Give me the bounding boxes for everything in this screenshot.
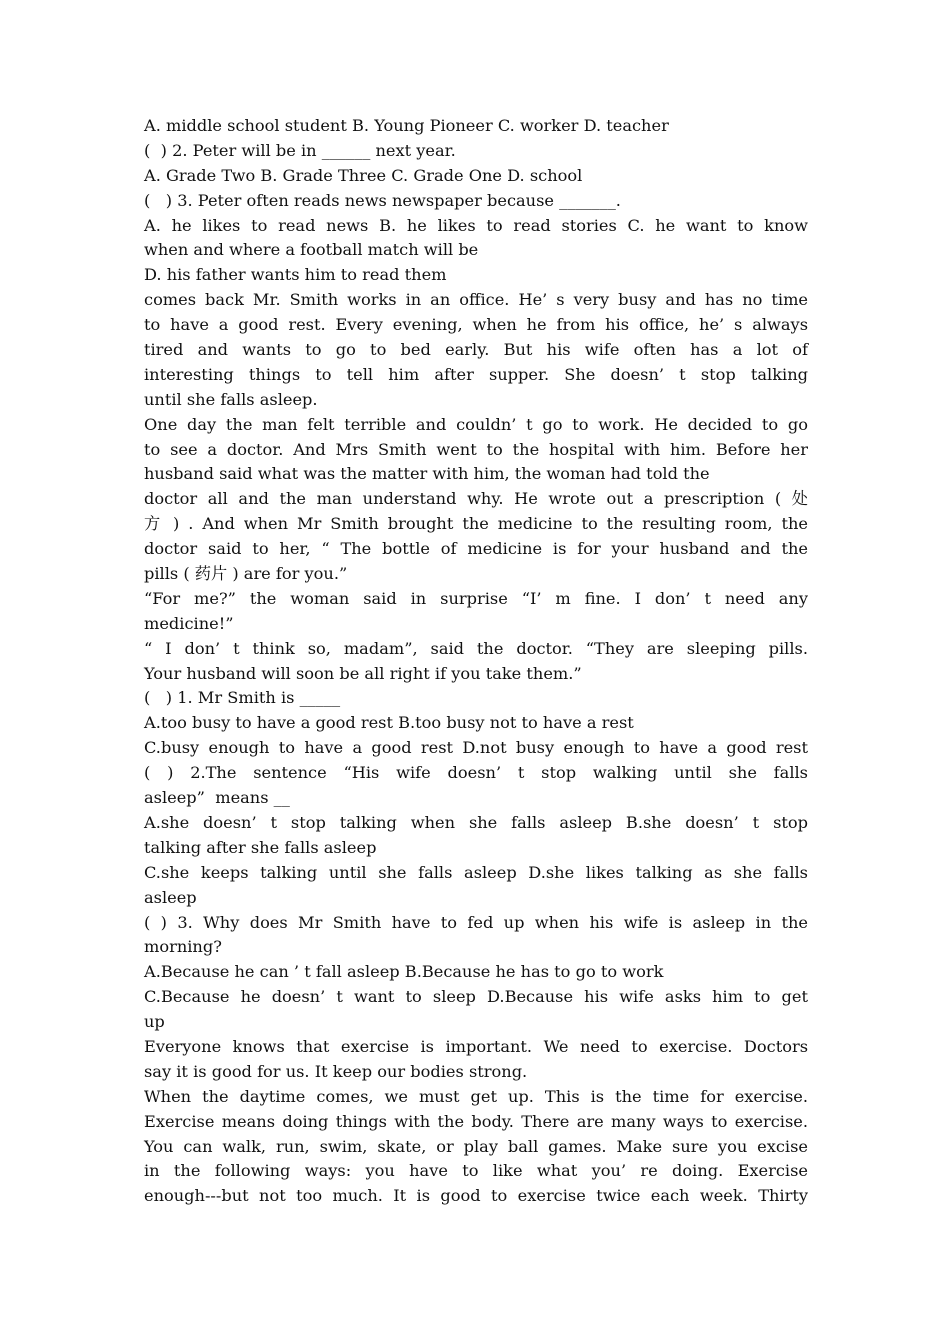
text-line: in the following ways: you have to like what you’ re doing. Exercise bbox=[144, 1161, 808, 1181]
text-line: ( ) 2. Peter will be in ______ next year. bbox=[144, 140, 456, 160]
text-line: pills ( 药片 ) are for you.” bbox=[144, 564, 348, 584]
text-line: enough---but not too much. It is good to exercise twice each week. Thirty bbox=[144, 1186, 808, 1206]
text-line: interesting things to tell him after supper. She doesn’ t stop talking bbox=[144, 364, 808, 384]
text-line: asleep” means __ bbox=[144, 788, 290, 808]
text-line: C.Because he doesn’ t want to sleep D.Because his wife asks him to get bbox=[144, 987, 808, 1007]
text-line: A. he likes to read news B. he likes to read stories C. he want to know bbox=[144, 215, 808, 235]
text-line: C.she keeps talking until she falls asleep D.she likes talking as she falls bbox=[144, 862, 808, 882]
text-line: to see a doctor. And Mrs Smith went to the hospital with him. Before her bbox=[144, 439, 808, 459]
text-line: medicine!” bbox=[144, 613, 234, 633]
text-line: Everyone knows that exercise is important. We need to exercise. Doctors bbox=[144, 1036, 808, 1056]
text-line: morning? bbox=[144, 937, 222, 957]
text-line: 方 ) . And when Mr Smith brought the medicine to the resulting room, the bbox=[144, 514, 808, 534]
text-line: doctor said to her, “ The bottle of medicine is for your husband and the bbox=[144, 539, 808, 559]
text-line: until she falls asleep. bbox=[144, 389, 318, 409]
text-line: asleep bbox=[144, 887, 197, 907]
text-line: ( ) 2.The sentence “His wife doesn’ t stop walking until she falls bbox=[144, 763, 808, 783]
text-line: comes back Mr. Smith works in an office. He’ s very busy and has no time bbox=[144, 290, 808, 310]
text-line: One day the man felt terrible and couldn’ t go to work. He decided to go bbox=[144, 414, 808, 434]
text-line: to have a good rest. Every evening, when he from his office, he’ s always bbox=[144, 315, 808, 335]
text-line: A. middle school student B. Young Pioneer C. worker D. teacher bbox=[144, 116, 669, 135]
text-line: ( ) 3. Peter often reads news newspaper because _______. bbox=[144, 190, 621, 210]
text-line: “ I don’ t think so, madam”, said the doctor. “They are sleeping pills. bbox=[144, 638, 808, 658]
document-page bbox=[144, 114, 808, 1209]
text-line: when and where a football match will be bbox=[144, 240, 479, 260]
text-line: say it is good for us. It keep our bodies strong. bbox=[144, 1061, 528, 1081]
text-line: talking after she falls asleep bbox=[144, 837, 377, 857]
text-line: Exercise means doing things with the body. There are many ways to exercise. bbox=[144, 1111, 808, 1131]
text-line: C.busy enough to have a good rest D.not busy enough to have a good rest bbox=[144, 738, 808, 758]
text-line: When the daytime comes, we must get up. This is the time for exercise. bbox=[144, 1086, 808, 1106]
text-line: up bbox=[144, 1012, 165, 1032]
text-line: A.too busy to have a good rest B.too busy not to have a rest bbox=[144, 713, 634, 733]
text-line: D. his father wants him to read them bbox=[144, 265, 447, 285]
text-line: A.she doesn’ t stop talking when she falls asleep B.she doesn’ t stop bbox=[144, 812, 808, 832]
text-line: ( ) 1. Mr Smith is _____ bbox=[144, 688, 341, 708]
text-line: tired and wants to go to bed early. But his wife often has a lot of bbox=[144, 340, 808, 360]
text-line: A.Because he can ’ t fall asleep B.Because he has to go to work bbox=[144, 962, 664, 982]
text-line: You can walk, run, swim, skate, or play ball games. Make sure you excise bbox=[144, 1136, 808, 1156]
text-line: A. Grade Two B. Grade Three C. Grade One D. school bbox=[144, 165, 583, 185]
text-line: Your husband will soon be all right if you take them.” bbox=[144, 663, 582, 683]
text-line: husband said what was the matter with him, the woman had told the bbox=[144, 464, 710, 484]
text-line: doctor all and the man understand why. He wrote out a prescription ( 处 bbox=[144, 489, 808, 509]
text-line: “For me?” the woman said in surprise “I’ m fine. I don’ t need any bbox=[144, 588, 808, 608]
text-line: ( ) 3. Why does Mr Smith have to fed up when his wife is asleep in the bbox=[144, 912, 808, 932]
